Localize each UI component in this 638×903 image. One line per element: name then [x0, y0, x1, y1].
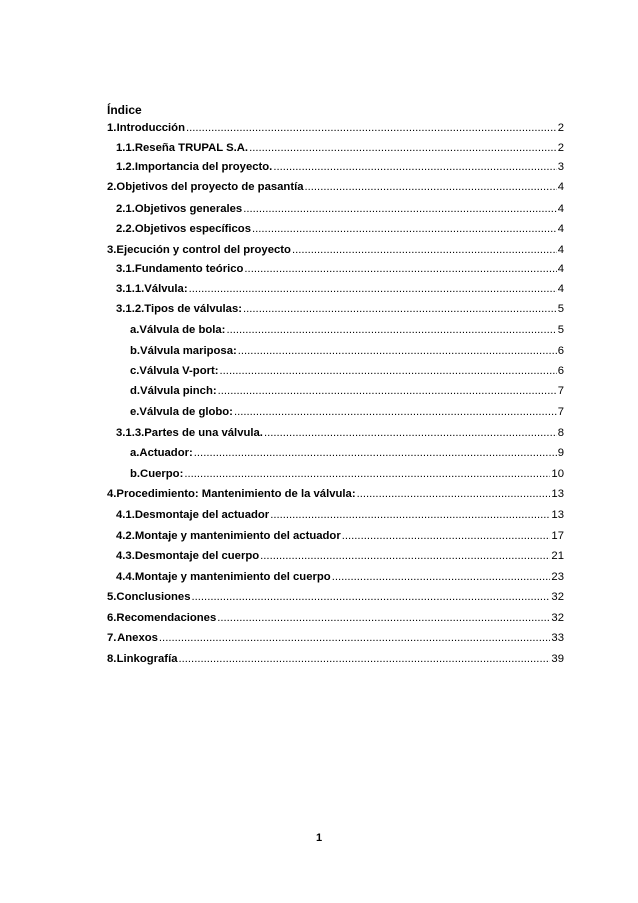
- toc-entry-number: b.: [130, 345, 141, 357]
- toc-entry[interactable]: [107, 652, 564, 666]
- dot-leader: [270, 508, 550, 522]
- toc-entry-label: Fundamento teórico: [134, 263, 244, 275]
- toc-entry-page: 4: [557, 244, 564, 256]
- dot-leader: [194, 446, 557, 460]
- toc-entry-number: e.: [130, 406, 140, 418]
- dot-leader: [305, 180, 557, 194]
- dot-leader: [218, 384, 557, 398]
- toc-entry-number: 3.: [107, 244, 117, 256]
- toc-entry[interactable]: [116, 222, 564, 236]
- toc-entry-label: Procedimiento: Mantenimiento de la válvula:: [116, 488, 356, 500]
- toc-entry-label: Introducción: [116, 122, 185, 134]
- dot-leader: [264, 426, 557, 440]
- toc-entry-number: 3.1.2.: [116, 303, 145, 315]
- toc-entry[interactable]: [107, 590, 564, 604]
- toc-entry-number: 8.: [107, 653, 117, 665]
- dot-leader: [292, 243, 557, 257]
- toc-entry-page: 2: [557, 142, 564, 154]
- dot-leader: [238, 344, 557, 358]
- toc-entry-label: Ejecución y control del proyecto: [116, 244, 291, 256]
- toc-entry[interactable]: [130, 364, 564, 378]
- dot-leader: [192, 590, 551, 604]
- toc-entry-page: 5: [557, 324, 564, 336]
- dot-leader: [260, 549, 550, 563]
- toc-entry-label: Objetivos específicos: [134, 223, 251, 235]
- toc-entry-label: Tipos de válvulas:: [144, 303, 242, 315]
- dot-leader: [184, 467, 550, 481]
- toc-entry-page: 32: [551, 612, 564, 624]
- toc-entry-page: 4: [557, 283, 564, 295]
- toc-entry[interactable]: [107, 243, 564, 257]
- toc-entry-page: 39: [551, 653, 564, 665]
- toc-entry[interactable]: [116, 426, 564, 440]
- dot-leader: [179, 652, 551, 666]
- dot-leader: [273, 160, 556, 174]
- toc-entry[interactable]: [130, 467, 564, 481]
- toc-entry[interactable]: [116, 262, 564, 276]
- toc-entry[interactable]: [130, 384, 564, 398]
- toc-entry-label: Partes de una válvula.: [144, 427, 263, 439]
- toc-entry-label: Actuador:: [139, 447, 193, 459]
- toc-entry-page: 3: [557, 161, 564, 173]
- toc-entry[interactable]: [116, 529, 564, 543]
- dot-leader: [243, 302, 557, 316]
- toc-entry-page: 21: [551, 550, 564, 562]
- toc-entry-number: 3.1.3.: [116, 427, 145, 439]
- toc-title: Índice: [107, 103, 142, 117]
- toc-entry-number: 4.1.: [116, 509, 135, 521]
- toc-entry[interactable]: [116, 282, 564, 296]
- toc-entry-label: Válvula pinch:: [140, 385, 217, 397]
- toc-entry-label: Reseña TRUPAL S.A.: [134, 142, 249, 154]
- toc-entry-number: 2.2.: [116, 223, 135, 235]
- dot-leader: [220, 364, 557, 378]
- toc-entry-page: 4: [557, 203, 564, 215]
- toc-entry-page: 7: [557, 385, 564, 397]
- toc-entry[interactable]: [116, 141, 564, 155]
- dot-leader: [226, 323, 556, 337]
- toc-entry[interactable]: [107, 121, 564, 135]
- toc-entry[interactable]: [130, 323, 564, 337]
- toc-entry-number: 4.2.: [116, 530, 135, 542]
- toc-entry-page: 33: [551, 632, 564, 644]
- toc-entry-page: 6: [557, 365, 564, 377]
- toc-entry-page: 9: [557, 447, 564, 459]
- toc-entry-label: Importancia del proyecto.: [134, 161, 273, 173]
- toc-entry[interactable]: [116, 508, 564, 522]
- toc-entry[interactable]: [116, 302, 564, 316]
- toc-entry-label: Válvula:: [144, 283, 188, 295]
- toc-entry-page: 6: [557, 345, 564, 357]
- toc-entry-page: 2: [557, 122, 564, 134]
- toc-entry-label: Desmontaje del actuador: [134, 509, 270, 521]
- dot-leader: [244, 262, 556, 276]
- toc-entry-label: Objetivos del proyecto de pasantía: [116, 181, 304, 193]
- toc-entry-label: Montaje y mantenimiento del actuador: [134, 530, 341, 542]
- dot-leader: [249, 141, 557, 155]
- toc-entry[interactable]: [116, 570, 564, 584]
- toc-entry-label: Objetivos generales: [134, 203, 243, 215]
- toc-entry-page: 17: [551, 530, 564, 542]
- dot-leader: [252, 222, 557, 236]
- toc-entry-number: c.: [130, 365, 140, 377]
- toc-entry-page: 32: [551, 591, 564, 603]
- dot-leader: [189, 282, 557, 296]
- toc-entry-number: 5.: [107, 591, 117, 603]
- toc-entry-number: d.: [130, 385, 141, 397]
- toc-entry-page: 4: [557, 263, 564, 275]
- toc-entry-number: 1.2.: [116, 161, 135, 173]
- dot-leader: [186, 121, 557, 135]
- page-number-footer: 1: [315, 832, 323, 844]
- toc-entry[interactable]: [107, 631, 564, 645]
- toc-entry[interactable]: [130, 405, 564, 419]
- toc-entry-page: 7: [557, 406, 564, 418]
- dot-leader: [243, 202, 556, 216]
- toc-entry-number: 1.: [107, 122, 117, 134]
- toc-entry-label: Montaje y mantenimiento del cuerpo: [134, 571, 331, 583]
- dot-leader: [217, 611, 550, 625]
- toc-entry[interactable]: [107, 487, 564, 501]
- toc-entry[interactable]: [130, 344, 564, 358]
- toc-entry-number: 2.: [107, 181, 117, 193]
- toc-entry-number: 1.1.: [116, 142, 135, 154]
- toc-entry-label: Linkografía: [116, 653, 178, 665]
- toc-entry-label: Cuerpo:: [140, 468, 184, 480]
- toc-entry-number: 2.1.: [116, 203, 135, 215]
- dot-leader: [159, 631, 551, 645]
- toc-entry-number: 3.1.1.: [116, 283, 145, 295]
- toc-entry[interactable]: [116, 549, 564, 563]
- toc-entry-number: 4.: [107, 488, 117, 500]
- toc-entry-label: Válvula V-port:: [139, 365, 219, 377]
- toc-entry-page: 4: [557, 223, 564, 235]
- toc-entry-page: 10: [551, 468, 564, 480]
- toc-entry[interactable]: [116, 160, 564, 174]
- toc-entry[interactable]: [107, 611, 564, 625]
- toc-entry-page: 8: [557, 427, 564, 439]
- toc-entry-label: Válvula de bola:: [139, 324, 226, 336]
- toc-entry-label: Válvula mariposa:: [140, 345, 237, 357]
- toc-entry-number: a.: [130, 447, 140, 459]
- toc-entry-page: 13: [551, 488, 564, 500]
- toc-entry-label: Válvula de globo:: [139, 406, 233, 418]
- toc-entry-number: 6.: [107, 612, 117, 624]
- toc-entry-label: Recomendaciones: [116, 612, 217, 624]
- toc-entry-number: 7.: [107, 632, 117, 644]
- toc-entry-number: 3.1.: [116, 263, 135, 275]
- toc-entry[interactable]: [116, 202, 564, 216]
- toc-entry-label: Anexos: [117, 632, 158, 644]
- toc-entry-number: 4.4.: [116, 571, 135, 583]
- dot-leader: [342, 529, 551, 543]
- toc-entry-page: 4: [557, 181, 564, 193]
- toc-entry-page: 13: [551, 509, 564, 521]
- toc-entry-label: Conclusiones: [116, 591, 191, 603]
- dot-leader: [332, 570, 551, 584]
- toc-entry-number: 4.3.: [116, 550, 135, 562]
- toc-entry-number: b.: [130, 468, 141, 480]
- toc-entry[interactable]: [130, 446, 564, 460]
- toc-entry-page: 5: [557, 303, 564, 315]
- toc-entry-number: a.: [130, 324, 140, 336]
- toc-entry-label: Desmontaje del cuerpo: [134, 550, 260, 562]
- dot-leader: [234, 405, 557, 419]
- dot-leader: [357, 487, 551, 501]
- toc-entry-page: 23: [551, 571, 564, 583]
- toc-entry[interactable]: [107, 180, 564, 194]
